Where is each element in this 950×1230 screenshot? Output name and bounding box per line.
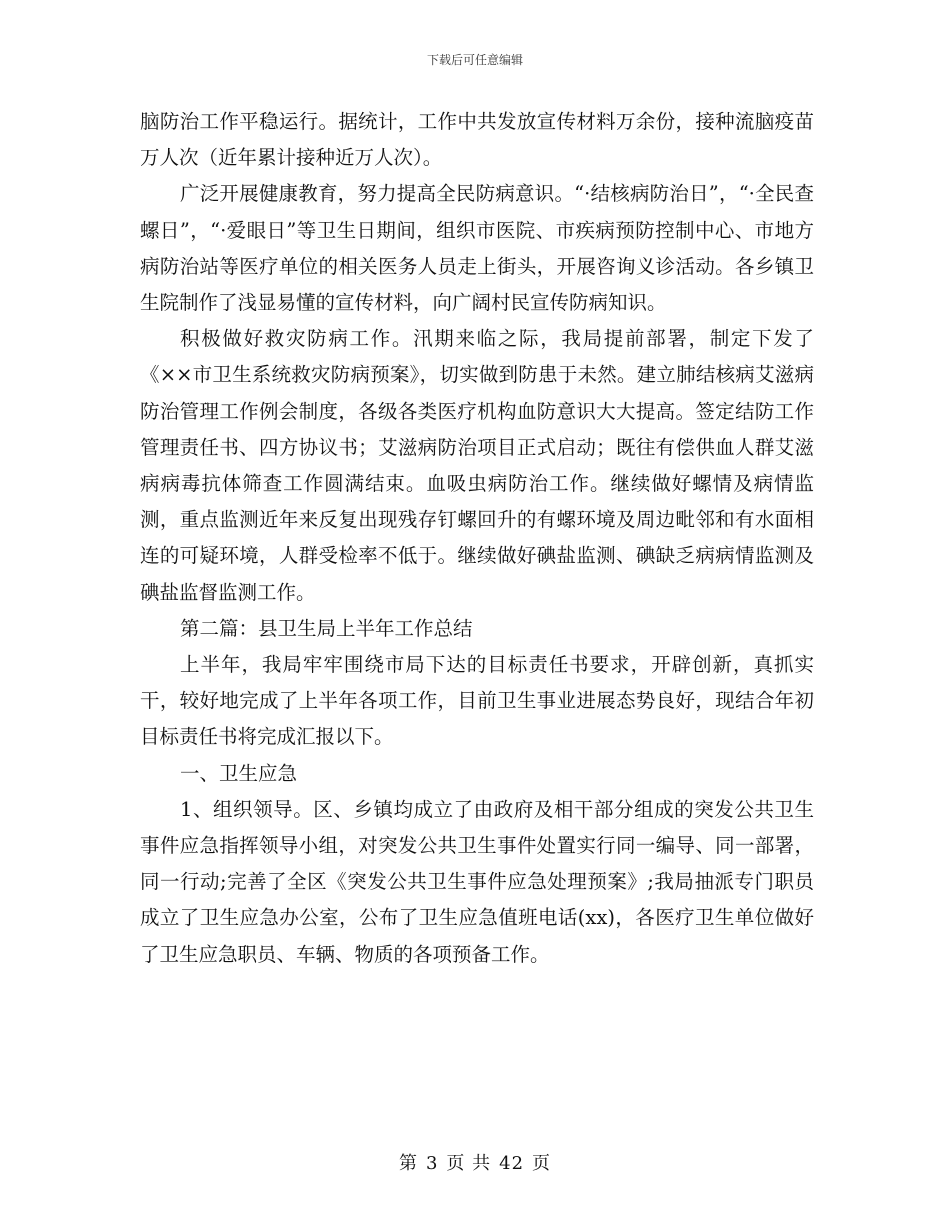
paragraph-half-year-summary: 上半年，我局牢牢围绕市局下达的目标责任书要求，开辟创新，真抓实干，较好地完成了上半年各项工作，目前卫生事业进展态势良好，现结合年初目标责任书将完成汇报以下。 xyxy=(140,653,814,749)
page-footer xyxy=(0,1152,950,1176)
section-title-part-two: 第二篇：县卫生局上半年工作总结 xyxy=(180,616,473,640)
paragraph-disaster-prevention: 积极做好救灾防病工作。汛期来临之际，我局提前部署，制定下发了《××市卫生系统救灾防病预案》，切实做到防患于未然。建立肺结核病艾滋病防治管理工作例会制度，各级各类医疗机构血防意识大大提高。签定结防工作管理责任书、四方协议书；艾滋病防治项目正式启动；既往有偿供血人群艾滋病病毒抗体筛查工作圆满结束。血吸虫病防治工作。继续做好螺情及病情监测，重点监测近年来反复出现残存钉螺回升的有螺环境及周边毗邻和有水面相连的可疑环境，人群受检率不低于。继续做好碘盐监测、碘缺乏病病情监测及碘盐监督监测工作。 xyxy=(140,327,814,604)
heading-health-emergency: 一、卫生应急 xyxy=(180,761,298,785)
document-body xyxy=(140,104,814,973)
page-header: 下载后可任意编辑 xyxy=(426,53,523,67)
paragraph-continuation: 脑防治工作平稳运行。据统计，工作中共发放宣传材料万余份，接种流脑疫苗万人次（近年累计接种近万人次）。 xyxy=(140,110,814,170)
paragraph-organization-leadership: 1、组织领导。区、乡镇均成立了由政府及相干部分组成的突发公共卫生事件应急指挥领导小组，对突发公共卫生事件处置实行同一编导、同一部署，同一行动;完善了全区《突发公共卫生事件应急处理预案》;我局抽派专门职员成立了卫生应急办公室，公布了卫生应急值班电话(xx)，各医疗卫生单位做好了卫生应急职员、车辆、物质的各项预备工作。 xyxy=(140,797,814,966)
page-label-prefix: 第 xyxy=(398,1153,418,1174)
page-current-number: 3 xyxy=(425,1153,439,1174)
page-label-middle: 页 共 xyxy=(446,1153,492,1174)
paragraph-health-education: 广泛开展健康教育，努力提高全民防病意识。“·结核病防治日”，“·全民查螺日”，“·爱眼日”等卫生日期间，组织市医院、市疾病预防控制中心、市地方病防治站等医疗单位的相关医务人员走上街头，开展咨询义诊活动。各乡镇卫生院制作了浅显易懂的宣传材料，向广阔村民宣传防病知识。 xyxy=(140,182,814,315)
page-label-suffix: 页 xyxy=(532,1153,552,1174)
page-total-number: 42 xyxy=(499,1153,525,1174)
